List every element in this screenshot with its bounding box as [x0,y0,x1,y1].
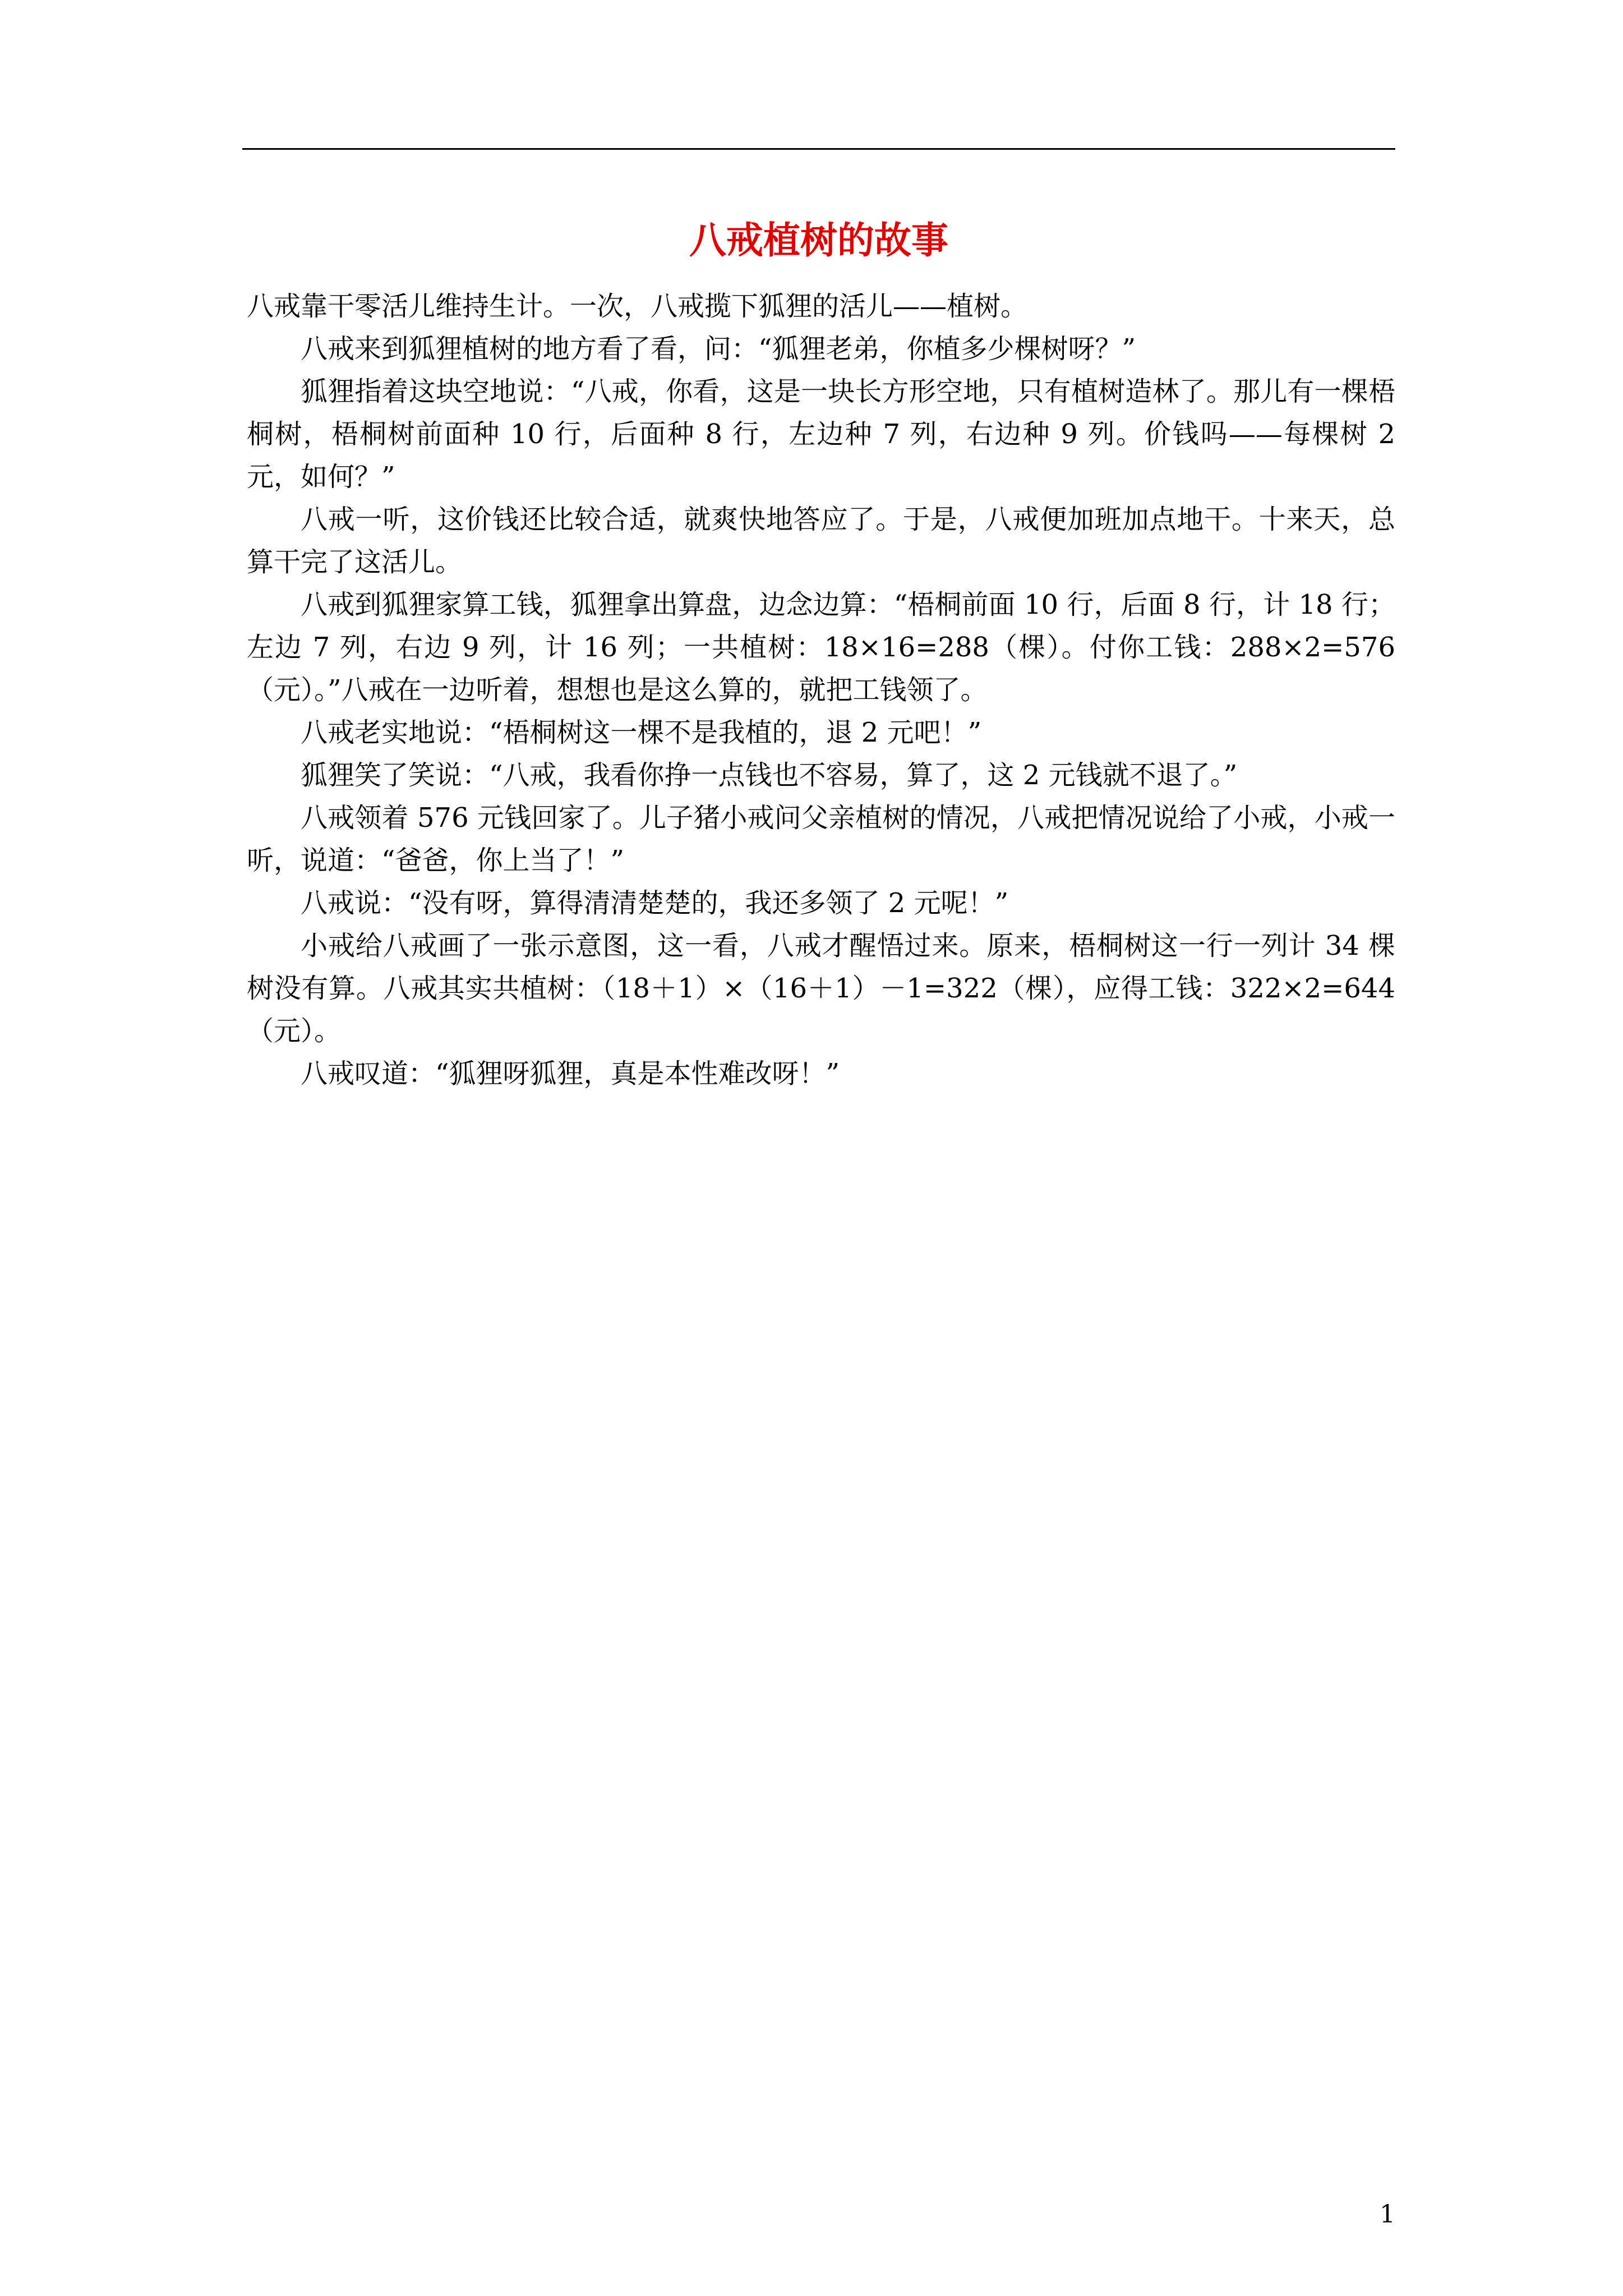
paragraph-10: 小戒给八戒画了一张示意图，这一看，八戒才醒悟过来。原来，梧桐树这一行一列计 34 棵树没有算。八戒其实共植树：（18＋1）×（16＋1）－1=322（棵），应得工钱：322×2=644（元）。 [247,930,1395,1047]
paragraph-2: 八戒来到狐狸植树的地方看了看，问：“狐狸老弟，你植多少棵树呀？” [301,333,1136,365]
paragraph-4: 八戒一听，这价钱还比较合适，就爽快地答应了。于是，八戒便加班加点地干。十来天，总算干完了这活儿。 [247,504,1395,578]
story-body [247,285,1395,1095]
paragraph-5: 八戒到狐狸家算工钱，狐狸拿出算盘，边念边算：“梧桐前面 10 行，后面 8 行，计 18 行；左边 7 列，右边 9 列，计 16 列；一共植树：18×16=288（棵）。付你工钱：288×2=576（元）。”八戒在一边听着，想想也是这么算的，就把工钱领了。 [247,589,1395,706]
paragraph-6: 八戒老实地说：“梧桐树这一棵不是我植的，退 2 元吧！” [301,717,982,748]
paragraph-7: 狐狸笑了笑说：“八戒，我看你挣一点钱也不容易，算了，这 2 元钱就不退了。” [301,760,1238,791]
paragraph-9: 八戒说：“没有呀，算得清清楚楚的，我还多领了 2 元呢！” [301,887,1009,919]
paragraph-11: 八戒叹道：“狐狸呀狐狸，真是本性难改呀！” [301,1058,840,1089]
paragraph-1: 八戒靠干零活儿维持生计。一次，八戒揽下狐狸的活儿——植树。 [247,291,1028,322]
document-title: 八戒植树的故事 [689,218,948,262]
paragraph-3: 狐狸指着这块空地说：“八戒，你看，这是一块长方形空地，只有植树造林了。那儿有一棵梧桐树，梧桐树前面种 10 行，后面种 8 行，左边种 7 列，右边种 9 列。价钱吗——每棵树 2 元，如何？” [247,376,1395,493]
paragraph-8: 八戒领着 576 元钱回家了。儿子猪小戒问父亲植树的情况，八戒把情况说给了小戒，小戒一听，说道：“爸爸，你上当了！” [247,802,1395,876]
page-number: 1 [1380,2200,1395,2229]
header-rule [242,148,1395,150]
